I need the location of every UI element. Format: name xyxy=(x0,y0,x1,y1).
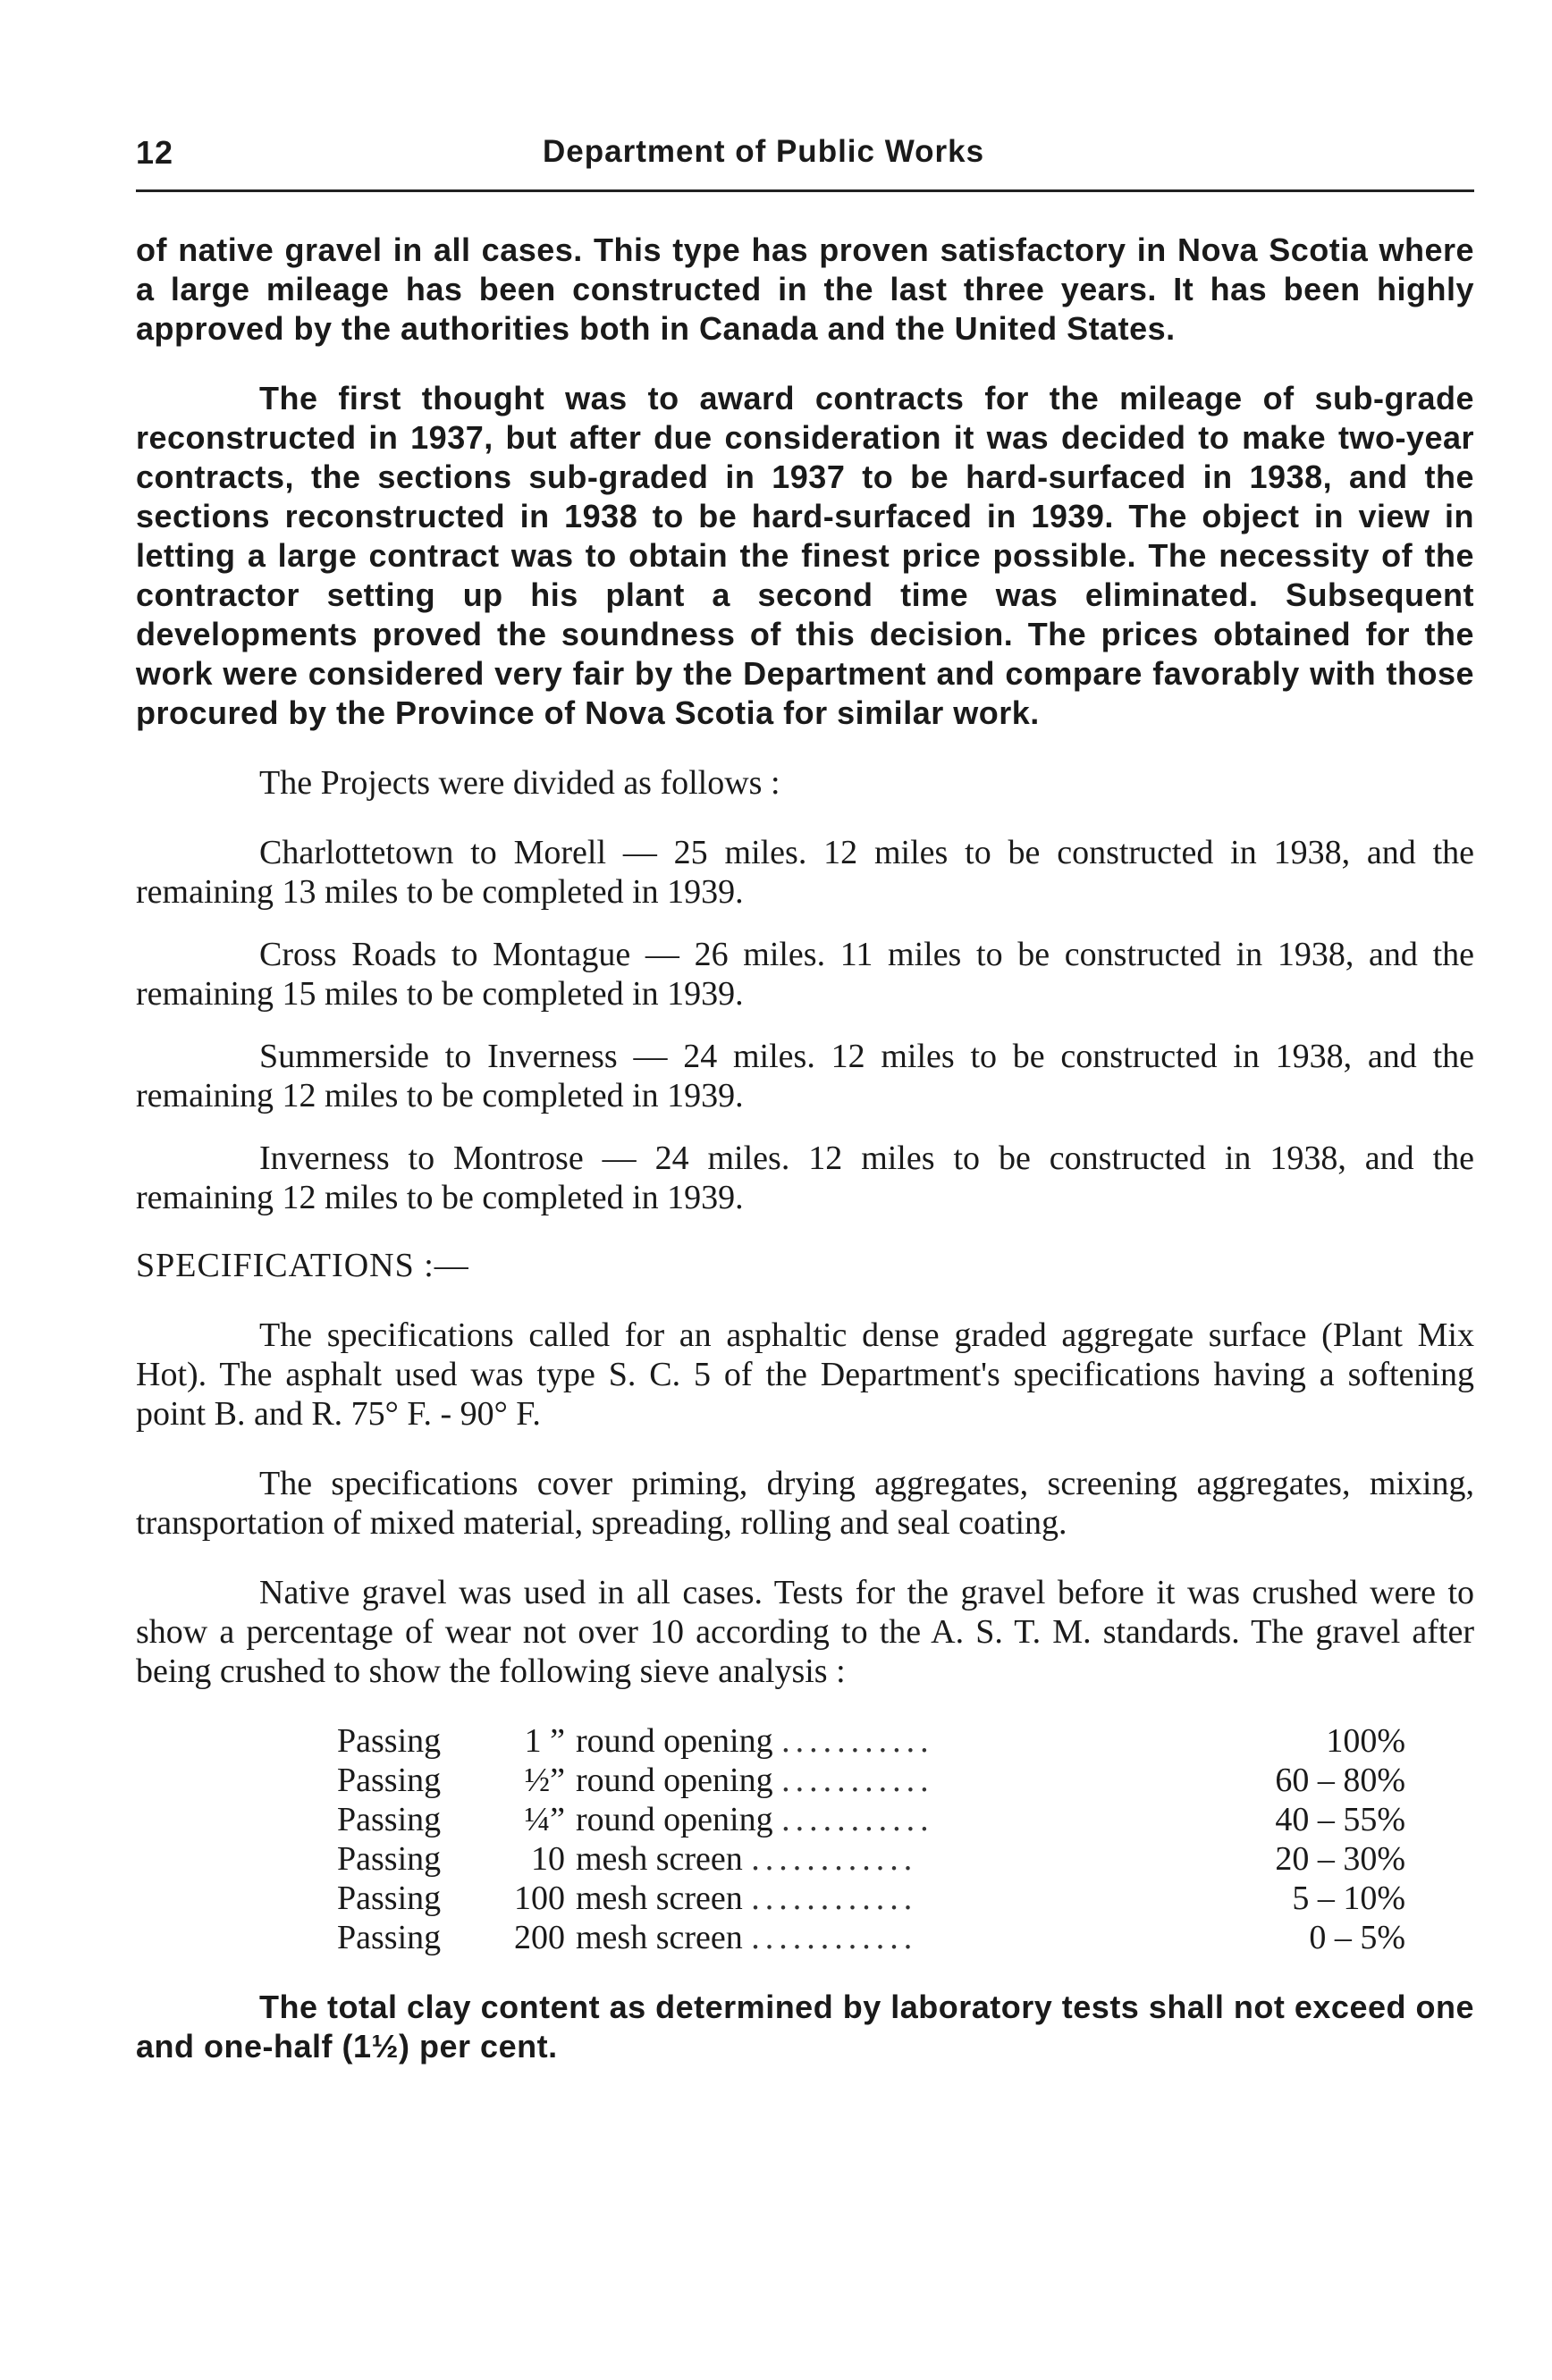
header-rule xyxy=(136,189,1474,192)
page-number: 12 xyxy=(136,134,174,171)
sieve-word: Passing xyxy=(337,1840,442,1878)
table-row xyxy=(337,1761,1405,1800)
sieve-size: 200 xyxy=(514,1919,565,1956)
project-inverness-montrose: Inverness to Montrose — 24 miles. 12 miles to be constructed in 1938, and the remaining 12 miles to be completed in 1939. xyxy=(136,1140,1474,1216)
dot-leader: ............ xyxy=(751,1919,918,1956)
sieve-desc-text: round opening xyxy=(576,1722,773,1760)
sieve-word: Passing xyxy=(337,1762,442,1799)
dot-leader: ........... xyxy=(781,1722,934,1760)
paragraph-native-gravel: Native gravel was used in all cases. Tests for the gravel before it was crushed were to show a percentage of wear not over 10 according to the A. S. T. M. standards. The gravel after being crushed to show the following sieve analysis : xyxy=(136,1574,1474,1690)
page-body xyxy=(136,231,1474,2066)
sieve-description xyxy=(576,1839,1112,1879)
sieve-desc-text: mesh screen xyxy=(576,1840,743,1878)
sieve-value: 0 – 5% xyxy=(1309,1919,1405,1956)
running-title: Department of Public Works xyxy=(543,134,985,169)
page-header xyxy=(136,134,1474,193)
paragraph-clay-content: The total clay content as determined by laboratory tests shall not exceed one and one-half (1½) per cent. xyxy=(136,1989,1474,2065)
table-row xyxy=(337,1839,1405,1879)
project-charlottetown-morell: Charlottetown to Morell — 25 miles. 12 miles to be constructed in 1938, and the remaining 13 miles to be completed in 1939. xyxy=(136,834,1474,911)
project-summerside-inverness: Summerside to Inverness — 24 miles. 12 miles to be constructed in 1938, and the remaining 12 miles to be completed in 1939. xyxy=(136,1038,1474,1114)
sieve-word: Passing xyxy=(337,1880,442,1917)
sieve-word: Passing xyxy=(337,1801,442,1838)
sieve-description xyxy=(576,1800,1112,1839)
paragraph-continuation: of native gravel in all cases. This type has proven satisfactory in Nova Scotia where a large mileage has been constructed in the last three years. It has been highly approved by the authorities both in Canada and the United States. xyxy=(136,231,1474,347)
paragraph-projects-intro: The Projects were divided as follows : xyxy=(259,764,780,802)
sieve-analysis-table xyxy=(337,1721,1405,1957)
sieve-value: 60 – 80% xyxy=(1275,1762,1405,1799)
dot-leader: ........... xyxy=(781,1762,934,1799)
sieve-size: 10 xyxy=(531,1840,565,1878)
sieve-description xyxy=(576,1918,1112,1957)
sieve-desc-text: mesh screen xyxy=(576,1919,743,1956)
sieve-value: 40 – 55% xyxy=(1275,1801,1405,1838)
sieve-description xyxy=(576,1879,1112,1918)
paragraph-specifications-cover: The specifications cover priming, drying aggregates, screening aggregates, mixing, transportation of mixed material, spreading, rolling and seal coating. xyxy=(136,1465,1474,1542)
sieve-value: 20 – 30% xyxy=(1275,1840,1405,1878)
sieve-description xyxy=(576,1721,1112,1761)
sieve-size: ¼” xyxy=(524,1801,565,1838)
sieve-value: 5 – 10% xyxy=(1292,1880,1405,1917)
table-row xyxy=(337,1800,1405,1839)
sieve-size: 1 ” xyxy=(524,1722,565,1760)
table-row xyxy=(337,1918,1405,1957)
table-row xyxy=(337,1721,1405,1761)
dot-leader: ........... xyxy=(781,1801,934,1838)
table-row xyxy=(337,1879,1405,1918)
paragraph-contracts: The first thought was to award contracts for the mileage of sub-grade reconstructed in 1937, but after due consideration it was decided to make two-year contracts, the sections sub-graded in 1937 to be hard-surfaced in 1938, and the sections reconstructed in 1938 to be hard-surfaced in 1939. The object in view in letting a large contract was to obtain the finest price possible. The necessity of the contractor setting up his plant a second time was eliminated. Subsequent developments proved the soundness of this decision. The prices obtained for the work were considered very fair by the Department and compare favorably with those procured by the Province of Nova Scotia for similar work. xyxy=(136,380,1474,731)
sieve-desc-text: round opening xyxy=(576,1762,773,1799)
project-crossroads-montague: Cross Roads to Montague — 26 miles. 11 miles to be constructed in 1938, and the remaining 15 miles to be completed in 1939. xyxy=(136,936,1474,1013)
sieve-desc-text: round opening xyxy=(576,1801,773,1838)
paragraph-specifications: The specifications called for an asphaltic dense graded aggregate surface (Plant Mix Hot). The asphalt used was type S. C. 5 of the Department's specifications having a softening point B. and R. 75° F. - 90° F. xyxy=(136,1316,1474,1433)
dot-leader: ............ xyxy=(751,1840,918,1878)
sieve-value: 100% xyxy=(1326,1722,1405,1760)
sieve-word: Passing xyxy=(337,1722,442,1760)
sieve-description xyxy=(576,1761,1112,1800)
sieve-size: 100 xyxy=(514,1880,565,1917)
section-heading-specifications: SPECIFICATIONS :— xyxy=(136,1247,469,1284)
sieve-size: ½” xyxy=(524,1762,565,1799)
dot-leader: ............ xyxy=(751,1880,918,1917)
sieve-word: Passing xyxy=(337,1919,442,1956)
sieve-desc-text: mesh screen xyxy=(576,1880,743,1917)
